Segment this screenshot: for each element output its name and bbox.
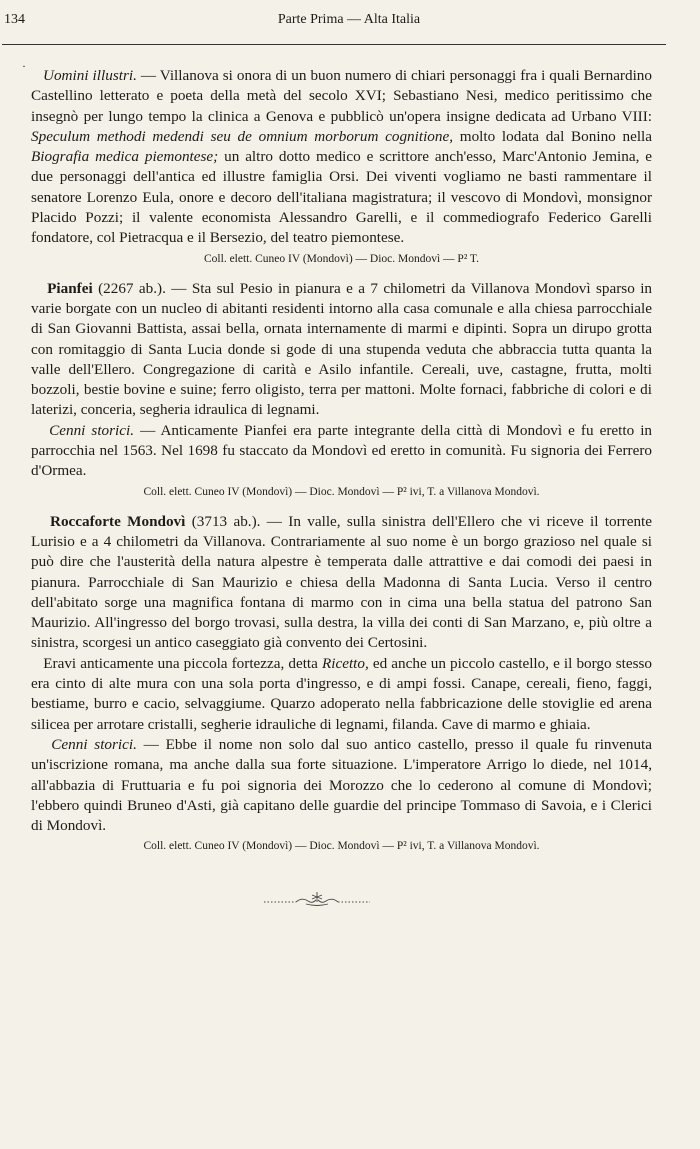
roccaforte-coll-line: Coll. elett. Cuneo IV (Mondovì) — Dioc. Mondovì — P² ivi, T. a Villanova Mondovì. — [143, 840, 540, 853]
uomini-text-a: — Villanova si onora di un buon numero di chiari personaggi fra i quali Bernardino Castellino letterato e poeta della metà del secolo XVI; Sebastiano Nesi, medico peritissimo che insegnò per lungo tempo la clinica a Genova e pubblicò un'opera insigne dedicata ad Urbano VIII: — [31, 67, 652, 125]
pianfei-name: Pianfei — [47, 279, 93, 297]
roccaforte-cenni-text: — Ebbe il nome non solo dal suo antico castello, presso il quale fu rinvenuta un'iscrizione romana, ma anche dalla sua forte situazione. L'imperatore Arrigo lo diede, nel 1014, all'abbazia di Fruttuaria e fu poi signoria dei Morozzo che lo cederono al comune di Mondovì; l'ebbero quindi Bruneo d'Asti, già capitano delle guardie del principe Tommaso di Savoia, e i Clerici di Mondovì. — [31, 735, 653, 835]
pianfei-cenni-text: — Anticamente Pianfei era parte integrante della città di Mondovì e fu eretto in parrocchia nel 1563. Nel 1698 fu staccato da Mondovì ed eretto in comunità. Fu signoria dei Ferrero d'Ormea. — [31, 421, 653, 480]
uomini-label: Uomini illustri. — [43, 67, 137, 84]
roccaforte-pop: (3713 ab.). — [185, 512, 261, 530]
roccaforte-text: — In valle, sulla sinistra dell'Ellero che vi riceve il torrente Lurisio e a 4 chilometri da Villanova. Contrariamente al suo nome è un borgo grazioso nel quale si può dire che l'austerità della natura alpestre è temperata dalle attrattive e dai comodi dei paesi in pianura. Parrocchiale di San Maurizio e chiesa della Madonna di Santa Lucia. Verso il centro dell'abitato sorge una magnifica fontana di marmo con in cima una bella statua del patrono San Maurizio. All'ingresso del borgo trovasi, sulla destra, la villa dei conti di San Marzano, e, più oltre a sinistra, scorgesi un antico caseggiato già convento dei Certosini. — [31, 512, 653, 652]
roccaforte-name: Roccaforte Mondovì — [49, 512, 186, 530]
speculum-title: Speculum methodi medendi seu de omnium morborum cognitione, — [31, 127, 454, 145]
ornament-flourish-icon — [262, 888, 372, 910]
roccaforte-text2-b: ed anche un piccolo castello, e il borgo stesso era cinto di alte mura con una sola porta d'ingresso, e di ampi fossi. Canape, cereali, fieno, faggi, bestiame, burro e cacio, selvaggiume. Quarzo adoperato nella fabbricazione delle stoviglie ed arena silicea per arrotare cristalli, segherie idrauliche di legnami, filanda. Cave di marmo e ghiaia. — [31, 654, 652, 733]
uomini-text-b: molto lodata dal Bonino nella — [453, 127, 653, 145]
roccaforte-cenni-label: Cenni storici. — [51, 735, 137, 753]
pianfei-coll-line: Coll. elett. Cuneo IV (Mondovì) — Dioc. Mondovì — P² ivi, T. a Villanova Mondovì. — [143, 485, 540, 498]
section-dot: · — [22, 59, 26, 73]
roccaforte-second-paragraph — [31, 654, 652, 735]
pianfei-paragraph — [31, 279, 652, 421]
page-number: 134 — [4, 12, 25, 27]
uomini-text-c: un altro dotto medico e scrittore anch'esso, Marc'Antonio Jemina, e due personaggi dell'antica ed illustre famiglia Orsi. Dei viventi vogliamo ne basti rammentare il senatore Lorenzo Eula, onore e decoro dell'italiana magistratura; il vescovo di Mondovì, monsignor Placido Pozzi; il valente economista Alessandro Garelli, e il commediografo Federico Garelli fondatore, col Pietracqua e il Bersezio, del teatro piemontese. — [31, 148, 652, 247]
pianfei-cenni-paragraph — [31, 421, 652, 482]
roccaforte-cenni-paragraph — [31, 735, 652, 836]
roccaforte-paragraph — [31, 512, 652, 654]
running-title: Parte Prima — Alta Italia — [277, 12, 421, 27]
ricetto-term: Ricetto, — [321, 654, 369, 672]
biografia-title: Biografia medica piemontese; — [31, 148, 219, 166]
pianfei-text: — Sta sul Pesio in pianura e a 7 chilometri da Villanova Mondovì sparso in varie borgate con un nucleo di abitanti residenti intorno alla casa comunale e alla chiesa parrocchiale di San Giovanni Battista, assai bella, ornata internamente di marmi e dipinti. Sopra un dirupo grotta con romitaggio di Santa Lucia donde si gode di una stupenda veduta che abbraccia tutta quanta la valle dell'Ellero. Congregazione di carità e Asilo infantile. Cereali, uve, castagne, frutta, molti bozzoli, bestie bovine e suine; ferro oligisto, terra per mattoni. Molte fornaci, fabbriche di colori e di laterizi, conceria, segheria idraulica di legnami. — [31, 279, 653, 419]
uomini-illustri-paragraph — [31, 66, 652, 249]
page-body — [31, 66, 652, 860]
header-rule — [2, 44, 666, 45]
page-header — [4, 12, 664, 38]
pianfei-pop: (2267 ab.). — [92, 279, 166, 297]
uomini-coll-line: Coll. elett. Cuneo IV (Mondovì) — Dioc. Mondovì — P² T. — [204, 252, 479, 265]
roccaforte-text2-a: Eravi anticamente una piccola fortezza, detta — [43, 654, 322, 672]
pianfei-cenni-label: Cenni storici. — [49, 421, 135, 439]
